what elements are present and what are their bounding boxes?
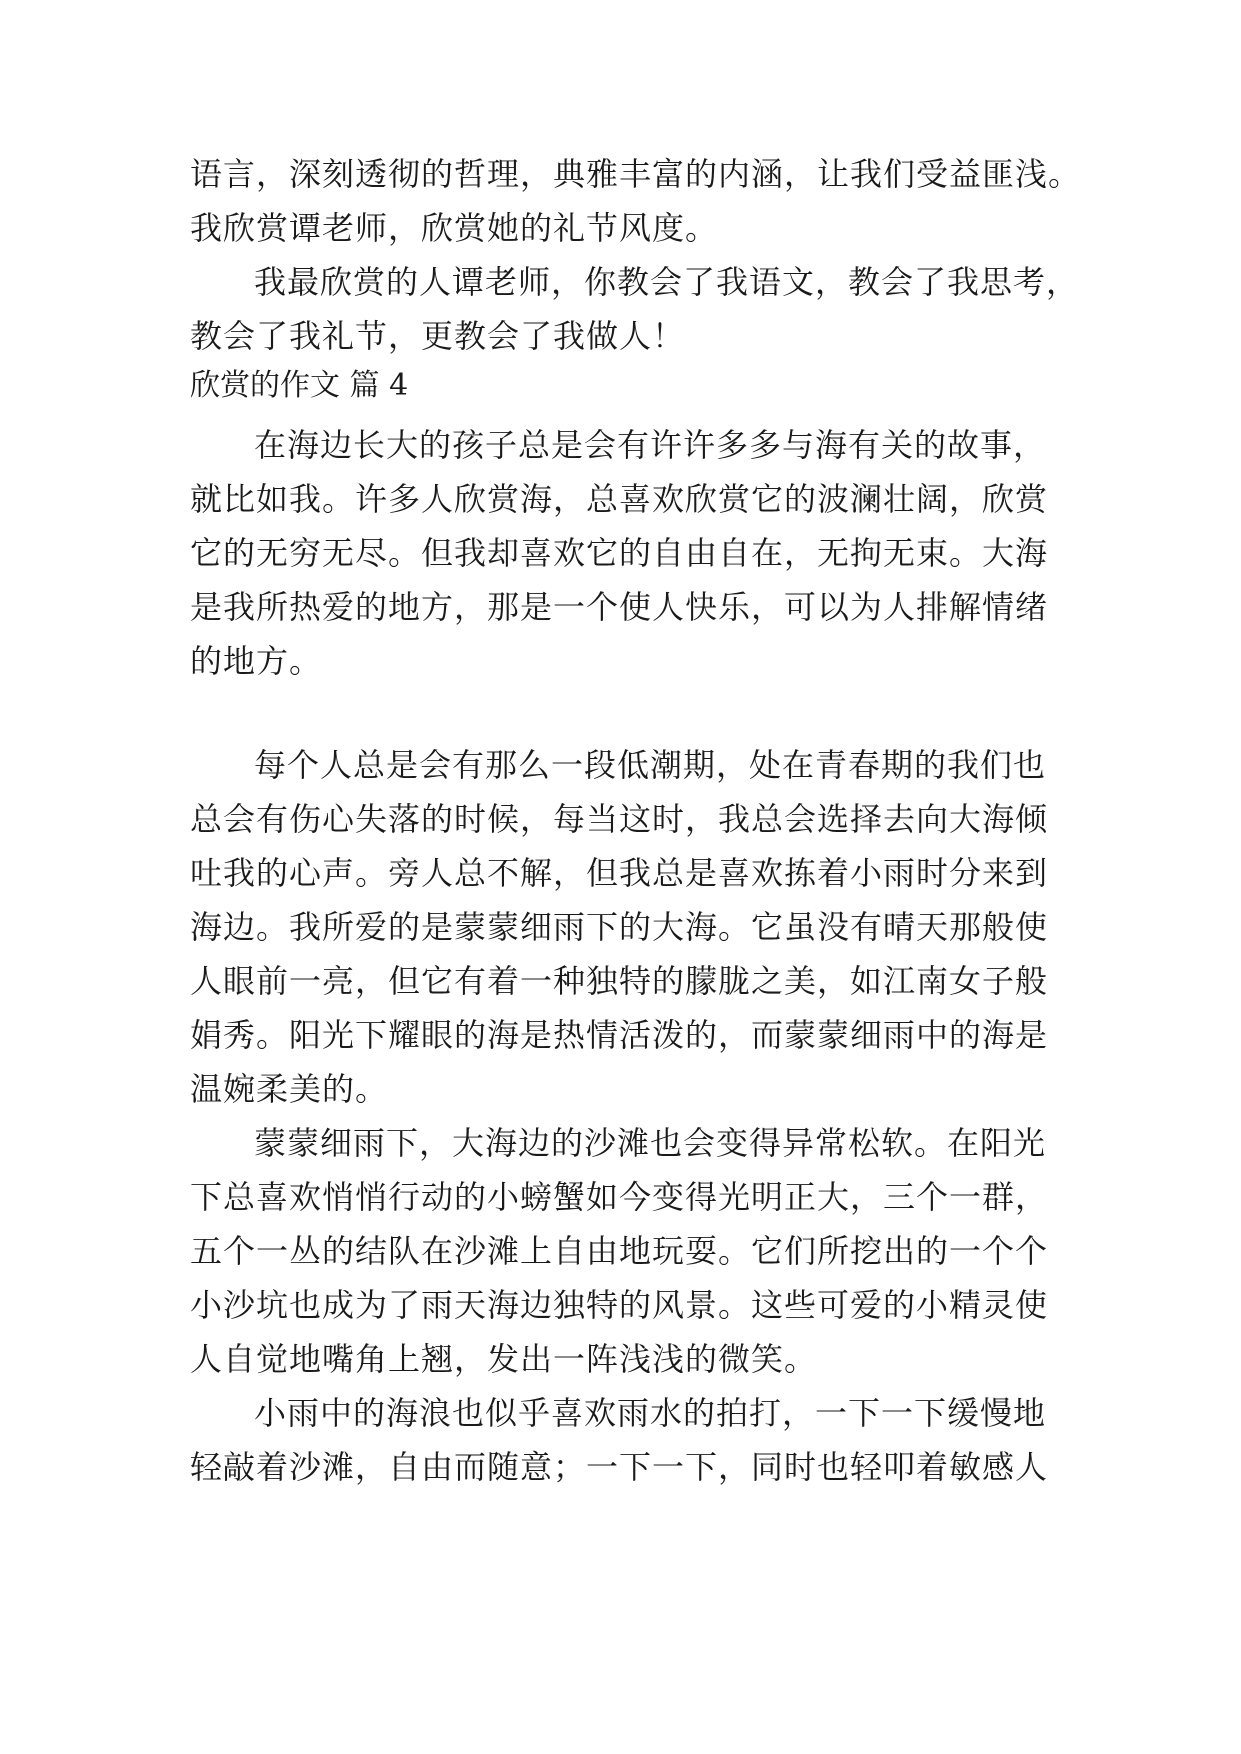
text-line: 小雨中的海浪也似乎喜欢雨水的拍打，一下一下缓慢地	[254, 1394, 1047, 1432]
text-line: 吐我的心声。旁人总不解，但我总是喜欢拣着小雨时分来到	[190, 854, 1049, 892]
text-line: 我欣赏谭老师，欣赏她的礼节风度。	[190, 209, 719, 247]
text-line: 是我所热爱的地方，那是一个使人快乐，可以为人排解情绪	[190, 588, 1049, 626]
section-heading: 欣赏的作文 篇 4	[190, 368, 409, 403]
text-line: 人自觉地嘴角上翘，发出一阵浅浅的微笑。	[190, 1340, 818, 1378]
text-line: 每个人总是会有那么一段低潮期，处在青春期的我们也	[254, 746, 1047, 784]
text-line: 海边。我所爱的是蒙蒙细雨下的大海。它虽没有晴天那般使	[190, 908, 1049, 946]
text-line: 人眼前一亮，但它有着一种独特的朦胧之美，如江南女子般	[190, 962, 1049, 1000]
text-line: 我最欣赏的人谭老师，你教会了我语文，教会了我思考，	[254, 263, 1080, 301]
text-line: 它的无穷无尽。但我却喜欢它的自由自在，无拘无束。大海	[190, 534, 1049, 572]
text-line: 温婉柔美的。	[190, 1070, 389, 1108]
text-line: 教会了我礼节，更教会了我做人！	[190, 317, 686, 355]
text-line: 总会有伤心失落的时候，每当这时，我总会选择去向大海倾	[190, 800, 1049, 838]
text-line: 轻敲着沙滩，自由而随意；一下一下，同时也轻叩着敏感人	[190, 1448, 1049, 1486]
text-line: 蒙蒙细雨下，大海边的沙滩也会变得异常松软。在阳光	[254, 1124, 1047, 1162]
text-line: 小沙坑也成为了雨天海边独特的风景。这些可爱的小精灵使	[190, 1286, 1049, 1324]
text-line: 在海边长大的孩子总是会有许许多多与海有关的故事，	[254, 426, 1047, 464]
text-line: 下总喜欢悄悄行动的小螃蟹如今变得光明正大，三个一群，	[190, 1178, 1049, 1216]
text-line: 五个一丛的结队在沙滩上自由地玩耍。它们所挖出的一个个	[190, 1232, 1049, 1270]
text-line: 就比如我。许多人欣赏海，总喜欢欣赏它的波澜壮阔，欣赏	[190, 480, 1049, 518]
text-line: 娟秀。阳光下耀眼的海是热情活泼的，而蒙蒙细雨中的海是	[190, 1016, 1049, 1054]
text-line: 的地方。	[190, 642, 323, 680]
text-line: 语言，深刻透彻的哲理，典雅丰富的内涵，让我们受益匪浅。	[190, 155, 1082, 193]
